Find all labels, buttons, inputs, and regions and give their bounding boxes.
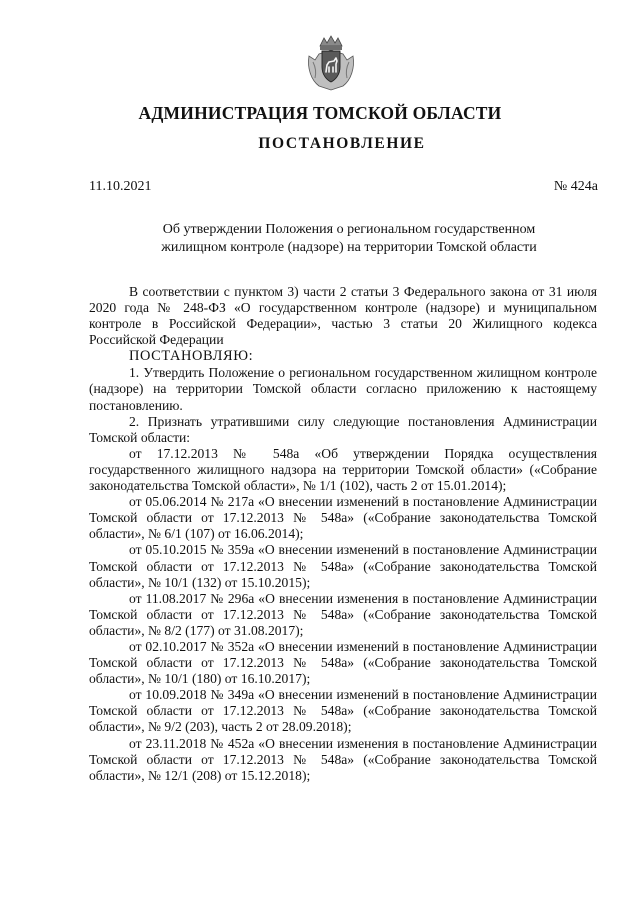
document-number: № 424а xyxy=(553,179,598,194)
repealed-item: от 11.08.2017 № 296а «О внесении изменения в постановление Администрации Томской области от 17.12.2013 № 548а» («Собрание законодательства Томской области», № 8/2 (177) от 31.08.2017); xyxy=(89,590,597,638)
clause: 1. Утвердить Положение о региональном государственном жилищном контроле (надзоре) на территории Томской области согласно приложению к настоящему постановлению. xyxy=(89,365,597,413)
repealed-item: от 17.12.2013 № 548а «Об утверждении Порядка осуществления государственного жилищного надзора на территории Томской области» («Собрание законодательства Томской области», № 1/1 (102), часть 2 от 15.01.2014); xyxy=(89,445,597,494)
document-subject xyxy=(150,221,548,257)
subject-line: жилищном контроле (надзоре) на территории Томской области xyxy=(161,240,537,255)
repealed-item: от 02.10.2017 № 352а «О внесении изменений в постановление Администрации Томской области от 17.12.2013 № 548а» («Собрание законодательства Томской области», № 10/1 (180) от 16.10.2017); xyxy=(89,638,597,687)
clause: 2. Признать утратившими силу следующие постановления Администрации Томской области: xyxy=(89,413,597,445)
repealed-item: от 10.09.2018 № 349а «О внесении изменений в постановление Администрации Томской области от 17.12.2013 № 548а» («Собрание законодательства Томской области», № 9/2 (203), часть 2 от 28.09.2018); xyxy=(89,687,597,735)
subject-line: Об утверждении Положения о региональном государственном xyxy=(162,222,536,237)
document-type: ПОСТАНОВЛЕНИЕ xyxy=(258,135,426,152)
resolve-heading: ПОСТАНОВЛЯЮ: xyxy=(129,348,254,365)
repealed-item: от 05.06.2014 № 217а «О внесении изменений в постановление Администрации Томской области от 17.12.2013 № 548а» («Собрание законодательства Томской области», № 6/1 (107) от 16.06.2014); xyxy=(89,494,597,542)
tomsk-coat-of-arms-icon xyxy=(305,34,357,92)
repealed-item: от 05.10.2015 № 359а «О внесении изменений в постановление Администрации Томской области от 17.12.2013 № 548а» («Собрание законодательства Томской области», № 10/1 (132) от 15.10.2015); xyxy=(89,542,597,590)
document-date: 11.10.2021 xyxy=(89,179,152,194)
document-body xyxy=(89,284,597,784)
organization-title: АДМИНИСТРАЦИЯ ТОМСКОЙ ОБЛАСТИ xyxy=(138,103,502,123)
repealed-item: от 23.11.2018 № 452а «О внесении изменения в постановление Администрации Томской области от 17.12.2013 № 548а» («Собрание законодательства Томской области», № 12/1 (208) от 15.12.2018); xyxy=(89,735,597,783)
preamble: В соответствии с пунктом 3) части 2 статьи 3 Федерального закона от 31 июля 2020 года № 248-ФЗ «О государственном контроле (надзоре) и муниципальном контроле в Российской Федерации», частью 3 статьи 20 Жилищного кодекса Российской Федерации xyxy=(89,284,597,348)
